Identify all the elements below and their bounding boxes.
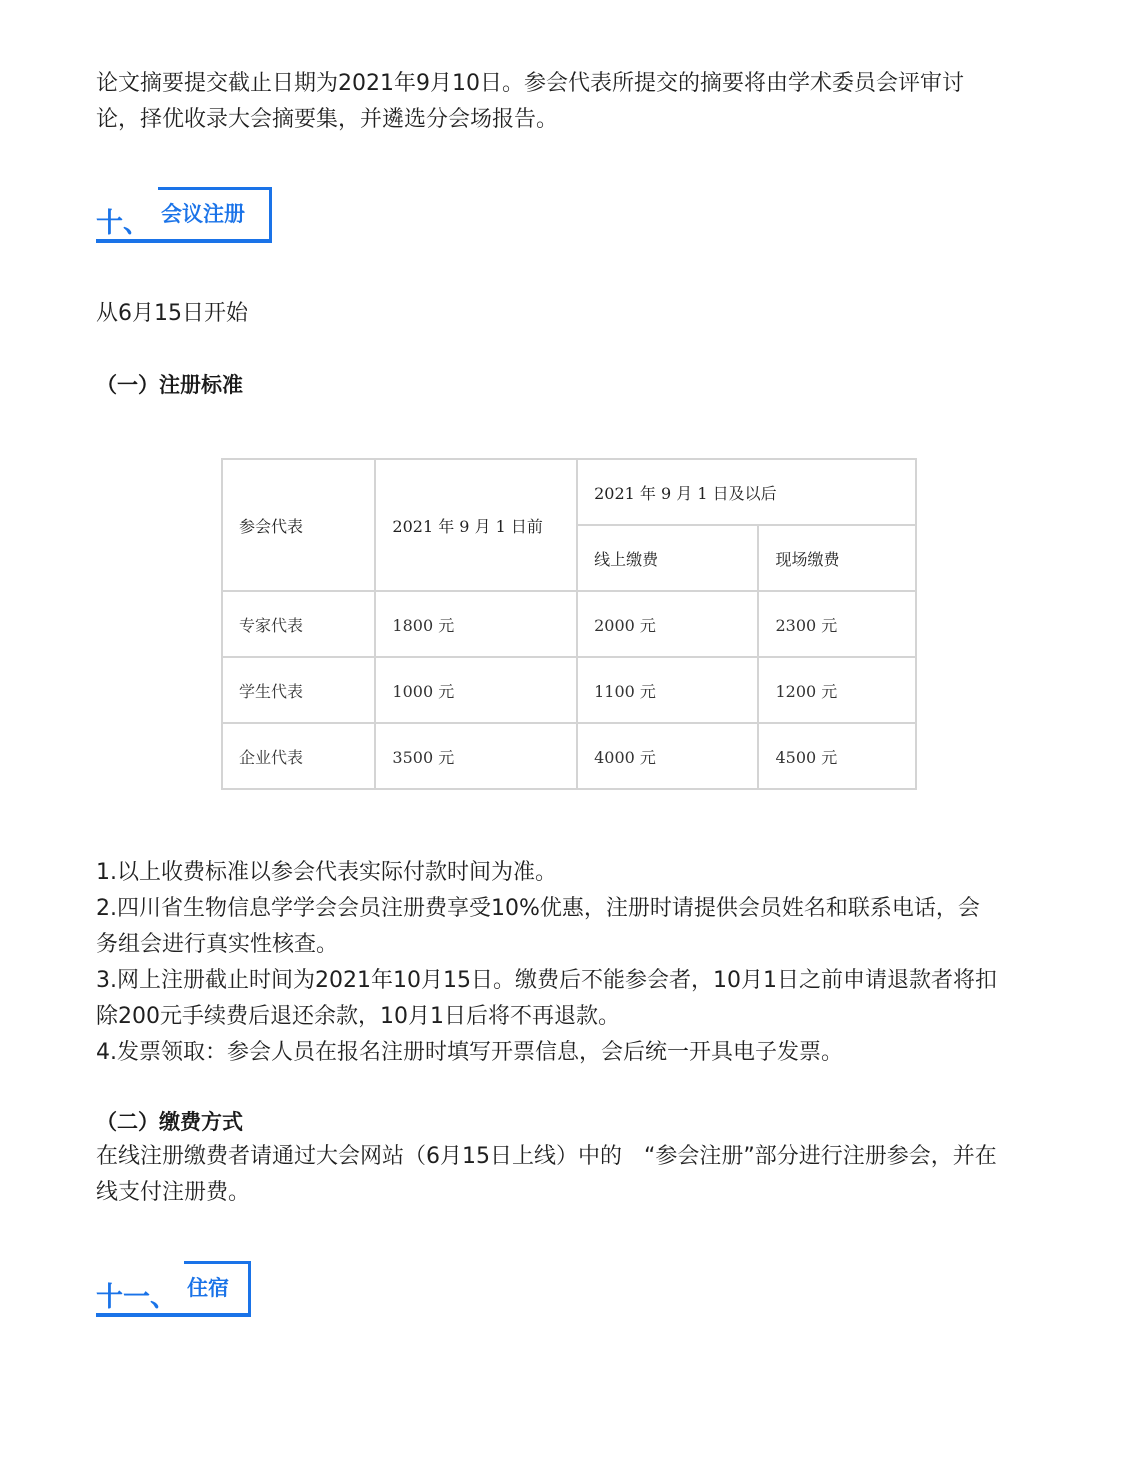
note-2-line-2: 务组会进行真实性核查。 [96, 932, 339, 957]
cell-before-fee: 3500 元 [375, 723, 577, 789]
table-row [222, 657, 916, 723]
header-onsite-payment: 现场缴费 [758, 525, 916, 591]
note-2-line-1: 2.四川省生物信息学学会会员注册费享受10%优惠，注册时请提供会员姓名和联系电话，会 [96, 896, 980, 921]
payment-line-1: 在线注册缴费者请通过大会网站（6月15日上线）中的 “参会注册”部分进行注册参会，并在 [96, 1144, 997, 1169]
cell-online-fee: 1100 元 [577, 657, 758, 723]
section-11-heading [96, 1261, 251, 1317]
note-3-line-2: 除200元手续费后退还余款，10月1日后将不再退款。 [96, 1004, 620, 1029]
cell-rep-type: 专家代表 [222, 591, 375, 657]
registration-start-text: 从6月15日开始 [96, 301, 248, 326]
section-10-heading [96, 187, 272, 243]
note-3-line-1: 3.网上注册截止时间为2021年10月15日。缴费后不能参会者，10月1日之前申请退款者将扣 [96, 968, 997, 993]
cell-onsite-fee: 2300 元 [758, 591, 916, 657]
intro-line-2: 论，择优收录大会摘要集，并遴选分会场报告。 [96, 107, 559, 132]
cell-rep-type: 学生代表 [222, 657, 375, 723]
table-row [222, 723, 916, 789]
payment-line-2: 线支付注册费。 [96, 1180, 251, 1205]
cell-before-fee: 1800 元 [375, 591, 577, 657]
cell-online-fee: 4000 元 [577, 723, 758, 789]
subheading-registration-standard: （一）注册标准 [96, 373, 243, 397]
section-11-title: 住宿 [187, 1276, 229, 1300]
cell-rep-type: 企业代表 [222, 723, 375, 789]
section-10-number: 十、 [96, 208, 150, 239]
cell-before-fee: 1000 元 [375, 657, 577, 723]
section-10-title: 会议注册 [161, 202, 245, 226]
cell-onsite-fee: 4500 元 [758, 723, 916, 789]
table-row [222, 591, 916, 657]
note-4: 4.发票领取：参会人员在报名注册时填写开票信息，会后统一开具电子发票。 [96, 1040, 843, 1065]
cell-online-fee: 2000 元 [577, 591, 758, 657]
section-10-underline [96, 239, 272, 243]
registration-fee-table [221, 458, 917, 790]
subheading-payment-method: （二）缴费方式 [96, 1110, 243, 1134]
header-online-payment: 线上缴费 [577, 525, 758, 591]
header-rep-type: 参会代表 [222, 459, 375, 591]
header-after-date: 2021 年 9 月 1 日及以后 [577, 459, 916, 525]
section-11-number: 十一、 [96, 1282, 177, 1313]
note-1: 1.以上收费标准以参会代表实际付款时间为准。 [96, 860, 557, 885]
section-11-underline [96, 1313, 251, 1317]
cell-onsite-fee: 1200 元 [758, 657, 916, 723]
table-header-row [222, 459, 916, 525]
header-before-date: 2021 年 9 月 1 日前 [375, 459, 577, 591]
intro-line-1: 论文摘要提交截止日期为2021年9月10日。参会代表所提交的摘要将由学术委员会评审讨 [96, 71, 964, 96]
